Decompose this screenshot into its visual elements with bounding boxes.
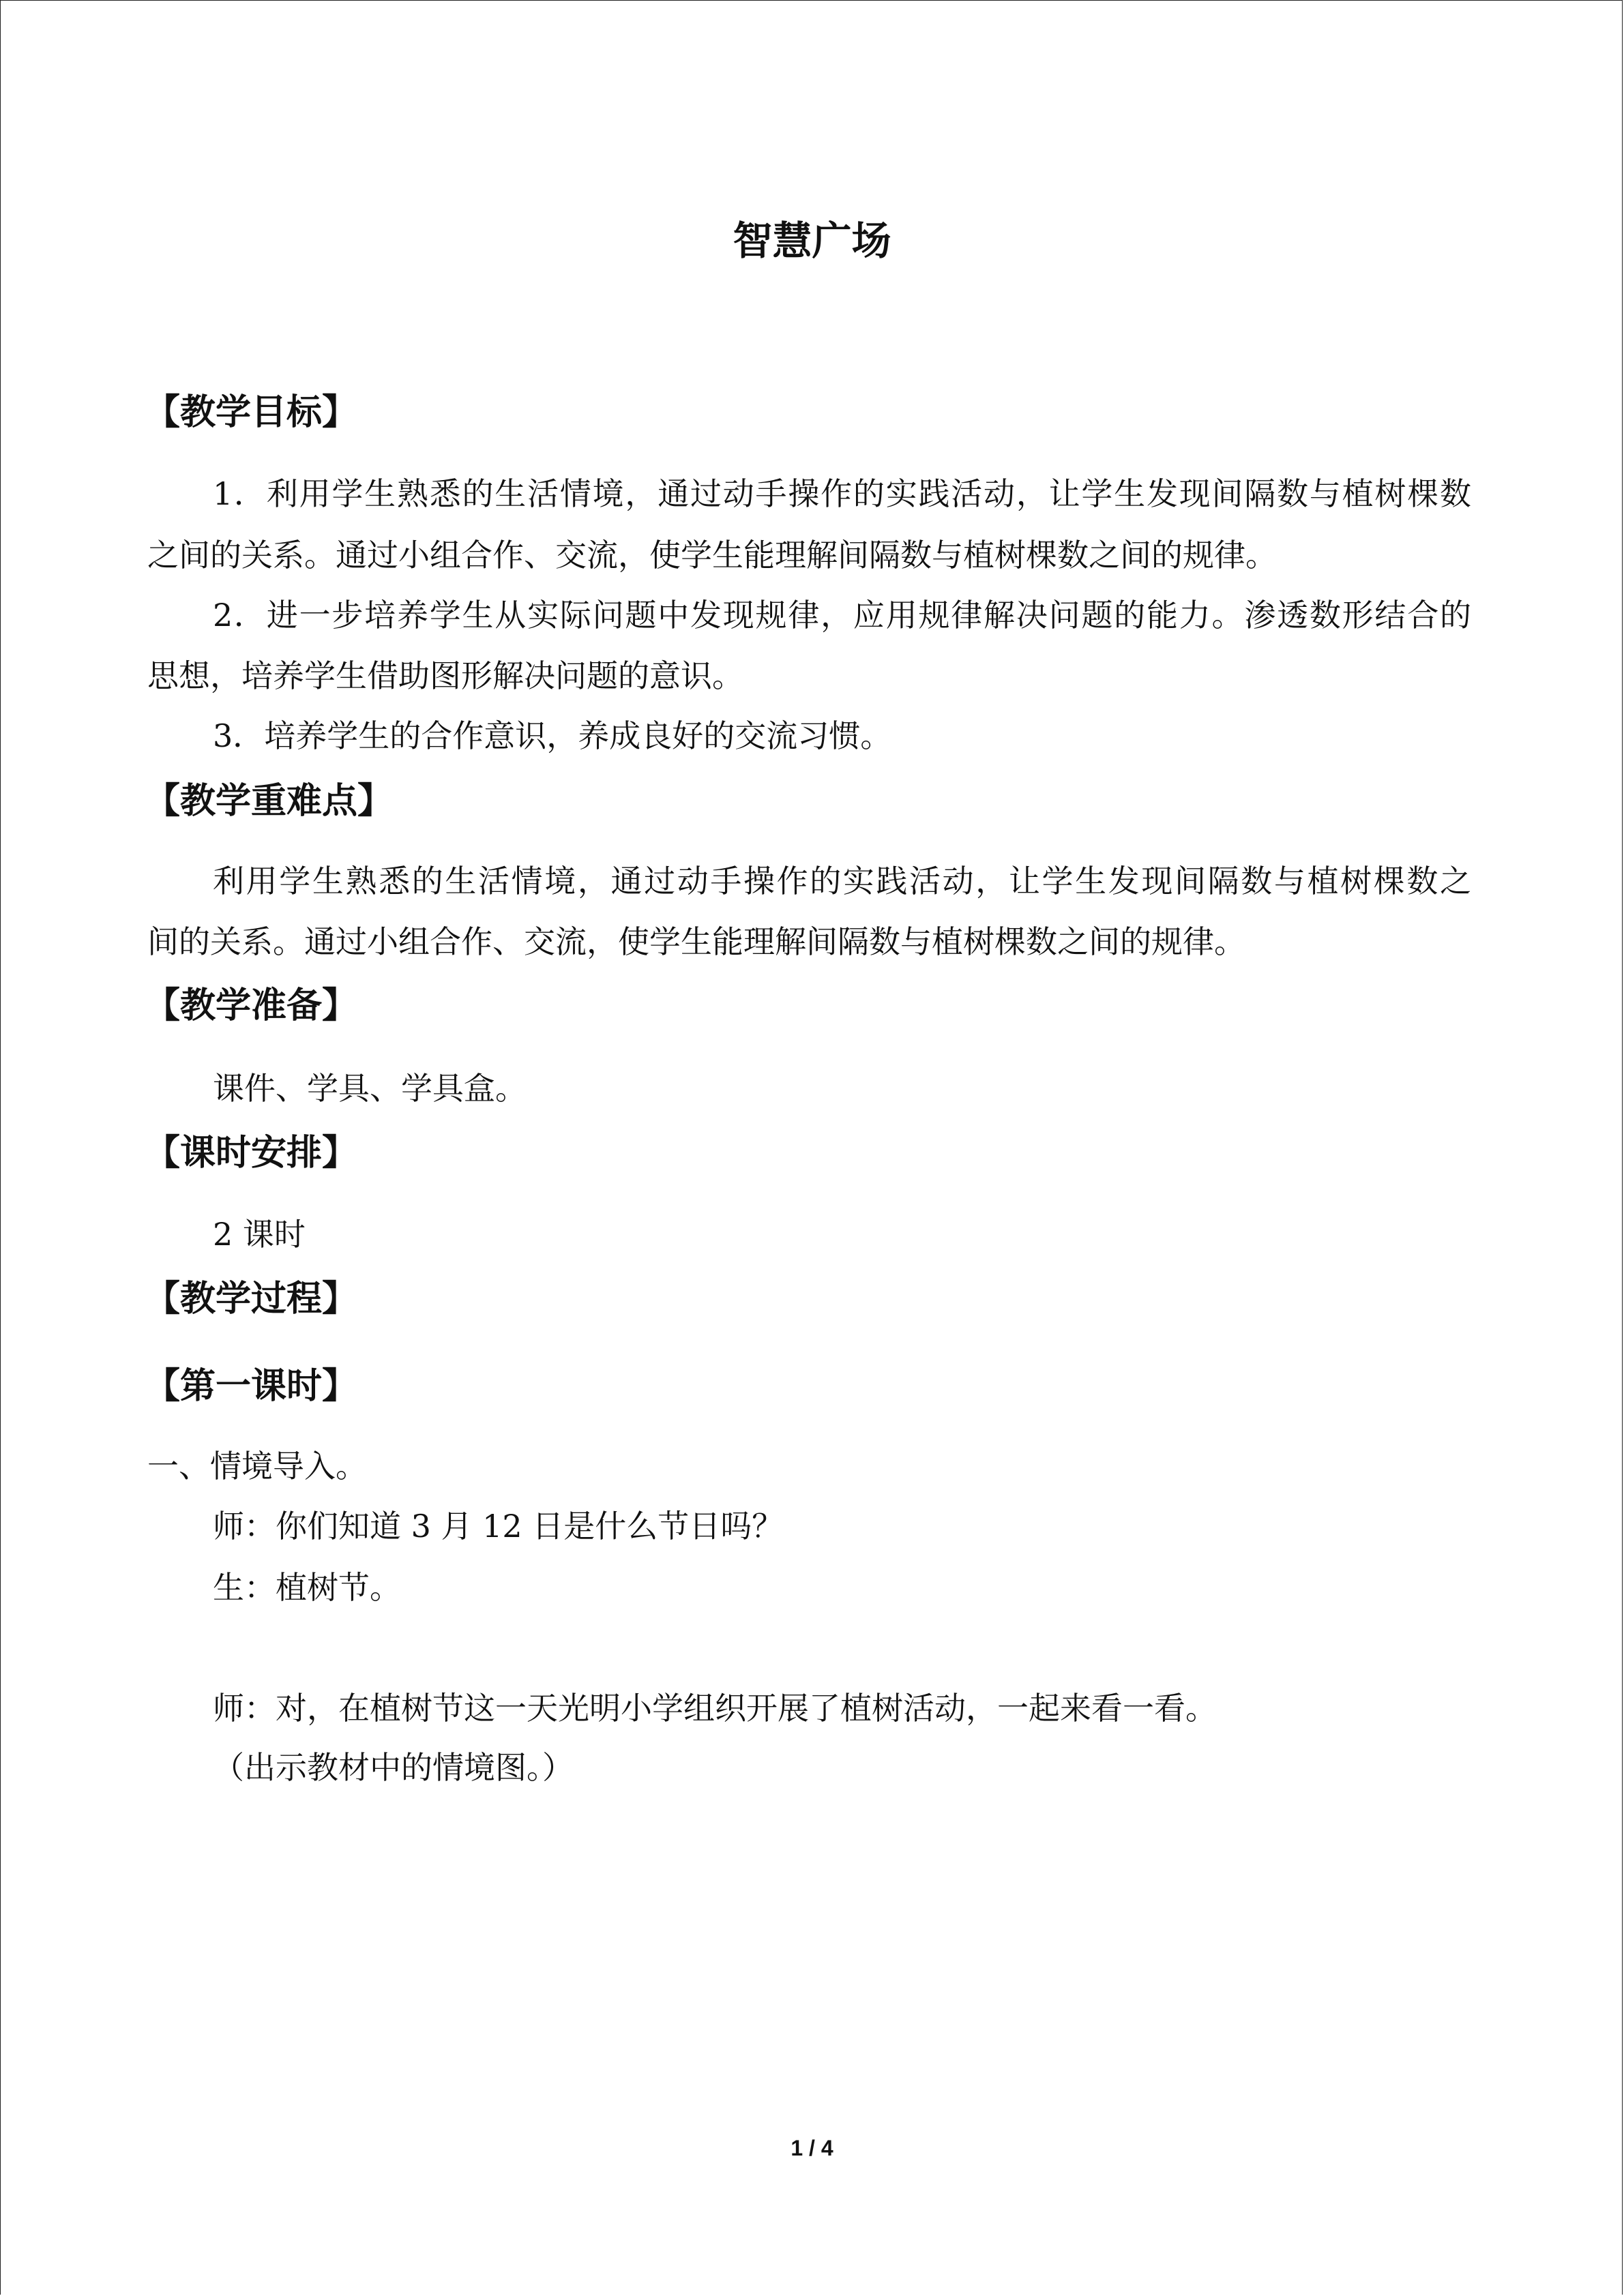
paragraph-line: 1．利用学生熟悉的生活情境，通过动手操作的实践活动，让学生发现间隔数与植树棵数	[213, 475, 1471, 512]
paragraph-line: 生：植树节。	[213, 1569, 401, 1606]
page-number: 1 / 4	[791, 2136, 833, 2160]
paragraph-line: 2 课时	[213, 1216, 306, 1253]
document-title: 智慧广场	[733, 218, 891, 264]
section-heading-preparation: 【教学准备】	[145, 985, 358, 1026]
section-heading-key-points: 【教学重难点】	[145, 781, 394, 822]
paragraph-line: 一、情境导入。	[147, 1448, 367, 1485]
paragraph-line: 间的关系。通过小组合作、交流，使学生能理解间隔数与植树棵数之间的规律。	[147, 923, 1245, 960]
paragraph-line: （出示教材中的情境图。）	[213, 1749, 574, 1786]
paragraph-line: 师：对，在植树节这一天光明小学组织开展了植树活动，一起来看一看。	[213, 1690, 1217, 1727]
section-heading-goals: 【教学目标】	[145, 392, 358, 433]
section-heading-first-lesson: 【第一课时】	[145, 1366, 358, 1407]
paragraph-line: 3．培养学生的合作意识，养成良好的交流习惯。	[213, 717, 892, 754]
paragraph-line: 师：你们知道 3 月 12 日是什么节日吗？	[213, 1508, 784, 1545]
paragraph-line: 课件、学具、学具盒。	[213, 1070, 527, 1107]
section-heading-process: 【教学过程】	[145, 1279, 358, 1320]
paragraph-line: 利用学生熟悉的生活情境，通过动手操作的实践活动，让学生发现间隔数与植树棵数之	[213, 863, 1471, 899]
section-heading-schedule: 【课时安排】	[145, 1133, 358, 1174]
paragraph-line: 思想，培养学生借助图形解决问题的意识。	[147, 657, 743, 694]
paragraph-line: 2．进一步培养学生从实际问题中发现规律，应用规律解决问题的能力。渗透数形结合的	[213, 597, 1471, 633]
paragraph-line: 之间的关系。通过小组合作、交流，使学生能理解间隔数与植树棵数之间的规律。	[147, 537, 1277, 573]
